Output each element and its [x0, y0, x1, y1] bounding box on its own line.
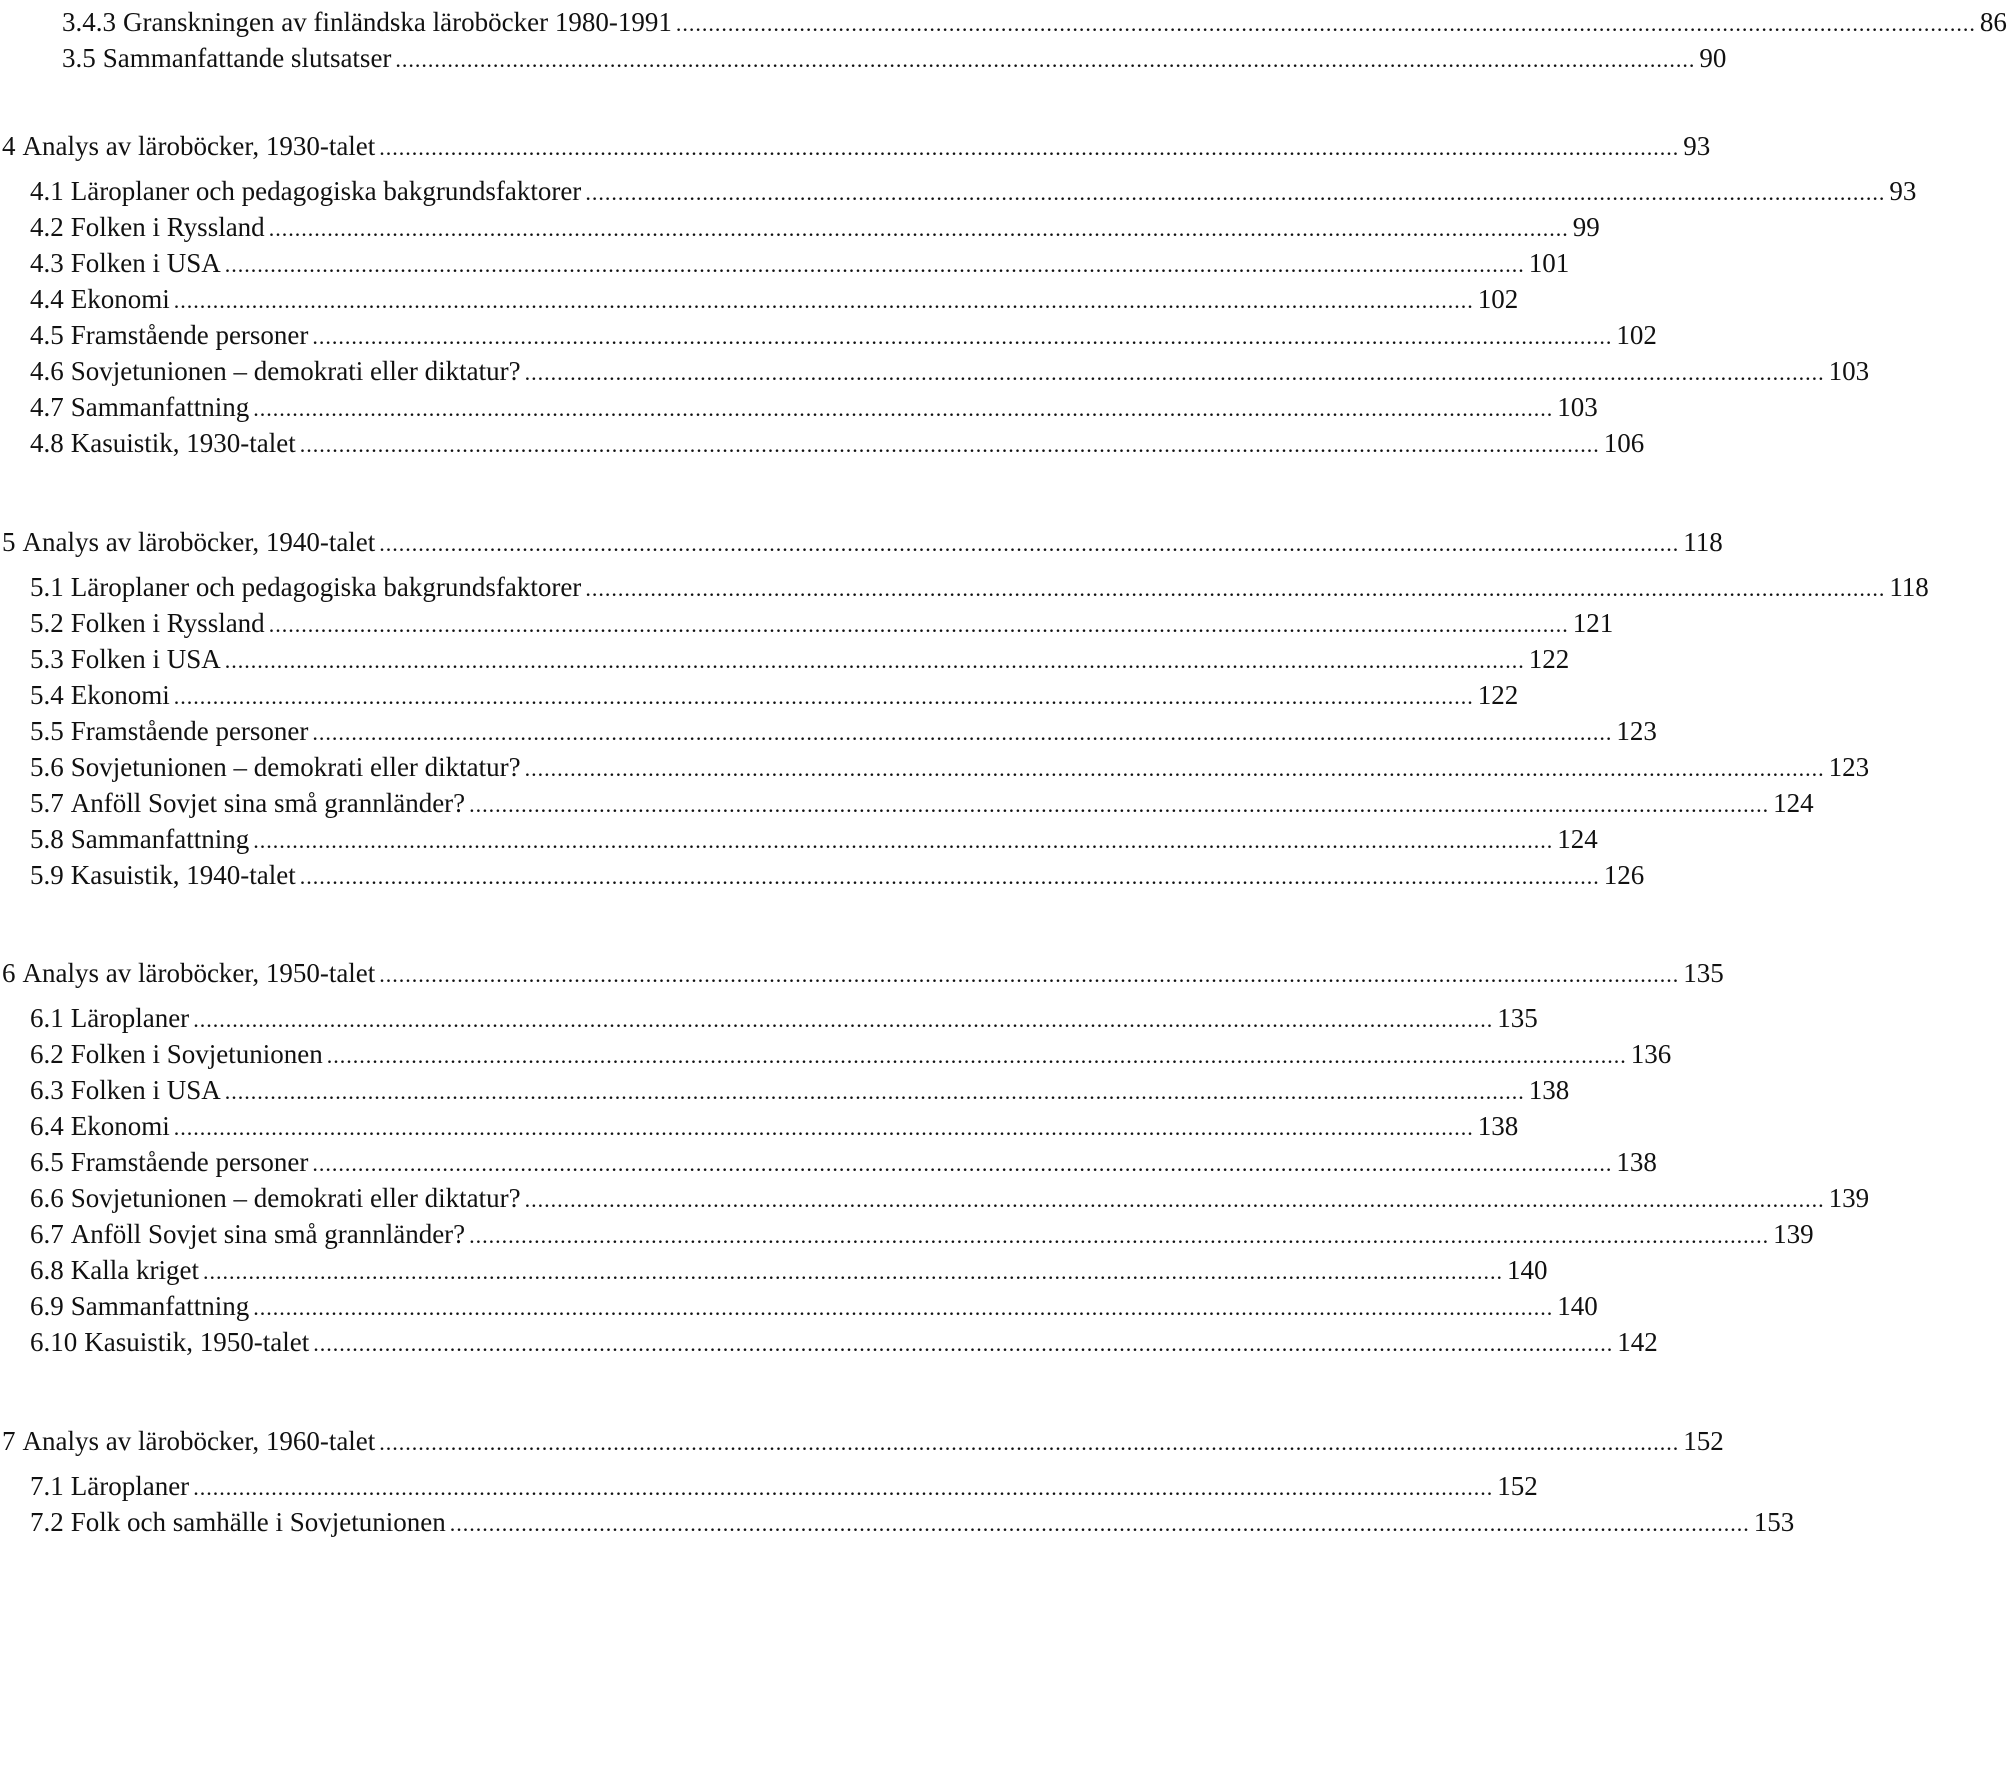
toc-entry[interactable]	[30, 245, 1570, 281]
toc-entry[interactable]	[62, 40, 1727, 76]
toc-entry-title: Anföll Sovjet sina små grannländer?	[70, 1219, 466, 1249]
toc-entry-page-number: 124	[1557, 824, 1598, 854]
dot-leader: ........................................................................................................................................................................................................	[224, 252, 1525, 277]
toc-entry-title: Sovjetunionen – demokrati eller diktatur?	[70, 752, 521, 782]
dot-leader: ........................................................................................................................................................................................................	[268, 216, 1569, 241]
dot-leader: ........................................................................................................................................................................................................	[253, 396, 1554, 421]
toc-entry[interactable]	[30, 425, 1645, 461]
toc-entry-page-number: 126	[1603, 860, 1645, 890]
toc-entry-title: Kasuistik, 1930-talet	[70, 428, 296, 458]
dot-leader: ........................................................................................................................................................................................................	[379, 135, 1680, 160]
dot-leader: ........................................................................................................................................................................................................	[253, 828, 1554, 853]
dot-leader: ........................................................................................................................................................................................................	[202, 1259, 1503, 1284]
toc-entry[interactable]	[30, 821, 1598, 857]
toc-entry[interactable]	[30, 1216, 1814, 1252]
toc-entry-number: 6.4	[30, 1111, 64, 1141]
toc-entry-number: 6.6	[30, 1183, 64, 1213]
toc-entry-number: 3.4.3	[62, 7, 116, 37]
toc-entry[interactable]	[30, 677, 1519, 713]
toc-entry[interactable]	[30, 317, 1657, 353]
toc-entry[interactable]	[30, 353, 1870, 389]
toc-entry-page-number: 121	[1572, 608, 1614, 638]
toc-entry-number: 6.1	[30, 1003, 64, 1033]
toc-entry-title: Kasuistik, 1950-talet	[84, 1327, 310, 1357]
toc-entry-number: 6.9	[30, 1291, 64, 1321]
toc-entry-number: 4.1	[30, 176, 64, 206]
toc-entry-title: Läroplaner och pedagogiska bakgrundsfaktorer	[70, 572, 582, 602]
toc-entry-title: Framstående personer	[70, 1147, 309, 1177]
toc-entry[interactable]	[30, 605, 1614, 641]
toc-entry-title: Sammanfattning	[70, 1291, 250, 1321]
dot-leader: ........................................................................................................................................................................................................	[224, 648, 1525, 673]
toc-entry-page-number: 90	[1699, 43, 1727, 73]
toc-entry-page-number: 142	[1617, 1327, 1658, 1357]
toc-entry-title: Analys av läroböcker, 1930-talet	[22, 131, 376, 161]
toc-entry-title: Granskningen av finländska läroböcker 1980-1991	[123, 7, 672, 37]
toc-entry-page-number: 93	[1683, 131, 1711, 161]
dot-leader: ........................................................................................................................................................................................................	[675, 11, 1976, 36]
toc-entry[interactable]	[2, 524, 1723, 560]
dot-leader: ........................................................................................................................................................................................................	[253, 1295, 1554, 1320]
toc-entry-page-number: 86	[1979, 7, 2007, 37]
dot-leader: ........................................................................................................................................................................................................	[312, 1151, 1613, 1176]
toc-entry-title: Framstående personer	[70, 716, 309, 746]
toc-entry[interactable]	[30, 641, 1570, 677]
toc-entry-number: 4.4	[30, 284, 64, 314]
toc-entry-title: Analys av läroböcker, 1950-talet	[22, 958, 376, 988]
toc-entry-title: Analys av läroböcker, 1960-talet	[22, 1426, 376, 1456]
toc-entry-number: 4.5	[30, 320, 64, 350]
dot-leader: ........................................................................................................................................................................................................	[173, 684, 1474, 709]
toc-entry[interactable]	[30, 1108, 1519, 1144]
toc-entry-number: 4.3	[30, 248, 64, 278]
toc-entry[interactable]	[30, 569, 1929, 605]
toc-entry[interactable]	[30, 1252, 1548, 1288]
toc-entry[interactable]	[30, 1180, 1870, 1216]
toc-entry-page-number: 140	[1557, 1291, 1598, 1321]
dot-leader: ........................................................................................................................................................................................................	[379, 1430, 1680, 1455]
toc-entry-page-number: 101	[1528, 248, 1570, 278]
toc-entry-number: 5.5	[30, 716, 64, 746]
toc-entry-title: Ekonomi	[70, 680, 170, 710]
toc-entry-title: Kalla kriget	[70, 1255, 199, 1285]
toc-entry-page-number: 138	[1477, 1111, 1519, 1141]
toc-entry-number: 6.7	[30, 1219, 64, 1249]
toc-entry-page-number: 122	[1528, 644, 1570, 674]
toc-entry-page-number: 139	[1773, 1219, 1814, 1249]
toc-entry[interactable]	[30, 857, 1645, 893]
toc-entry-title: Folken i USA	[70, 1075, 221, 1105]
dot-leader: ........................................................................................................................................................................................................	[469, 792, 1770, 817]
toc-entry-number: 5	[2, 527, 16, 557]
dot-leader: ........................................................................................................................................................................................................	[268, 612, 1569, 637]
toc-entry-title: Sammanfattning	[70, 824, 250, 854]
dot-leader: ........................................................................................................................................................................................................	[224, 1079, 1525, 1104]
dot-leader: ........................................................................................................................................................................................................	[193, 1007, 1494, 1032]
toc-entry-title: Ekonomi	[70, 1111, 170, 1141]
toc-entry-title: Folken i Ryssland	[70, 608, 265, 638]
toc-entry-page-number: 102	[1616, 320, 1657, 350]
toc-entry-title: Folken i USA	[70, 644, 221, 674]
toc-entry-page-number: 152	[1683, 1426, 1724, 1456]
toc-entry-title: Folken i USA	[70, 248, 221, 278]
dot-leader: ........................................................................................................................................................................................................	[193, 1475, 1494, 1500]
toc-entry-number: 6.2	[30, 1039, 64, 1069]
toc-entry-page-number: 99	[1572, 212, 1600, 242]
toc-entry-number: 7.1	[30, 1471, 64, 1501]
dot-leader: ........................................................................................................................................................................................................	[299, 864, 1600, 889]
toc-entry[interactable]	[30, 281, 1519, 317]
toc-entry-number: 6.8	[30, 1255, 64, 1285]
toc-entry-number: 5.1	[30, 572, 64, 602]
toc-entry[interactable]	[30, 749, 1870, 785]
toc-entry-title: Folken i Sovjetunionen	[70, 1039, 323, 1069]
toc-entry-title: Ekonomi	[70, 284, 170, 314]
toc-entry[interactable]	[30, 1072, 1570, 1108]
toc-entry-page-number: 135	[1683, 958, 1724, 988]
toc-entry-title: Läroplaner	[70, 1471, 190, 1501]
toc-entry-page-number: 123	[1616, 716, 1657, 746]
toc-entry-page-number: 122	[1477, 680, 1519, 710]
toc-entry-page-number: 106	[1603, 428, 1645, 458]
toc-entry-page-number: 102	[1477, 284, 1519, 314]
toc-entry-page-number: 140	[1506, 1255, 1548, 1285]
toc-entry-number: 7	[2, 1426, 16, 1456]
dot-leader: ........................................................................................................................................................................................................	[312, 324, 1613, 349]
toc-entry-page-number: 135	[1497, 1003, 1538, 1033]
toc-entry-page-number: 103	[1828, 356, 1870, 386]
dot-leader: ........................................................................................................................................................................................................	[524, 360, 1825, 385]
toc-entry-number: 5.3	[30, 644, 64, 674]
dot-leader: ........................................................................................................................................................................................................	[379, 962, 1680, 987]
toc-entry[interactable]	[30, 1000, 1538, 1036]
toc-entry-title: Kasuistik, 1940-talet	[70, 860, 296, 890]
toc-entry-number: 5.2	[30, 608, 64, 638]
toc-entry-page-number: 118	[1889, 572, 1929, 602]
dot-leader: ........................................................................................................................................................................................................	[299, 432, 1600, 457]
toc-entry-number: 4	[2, 131, 16, 161]
toc-entry-page-number: 136	[1630, 1039, 1672, 1069]
toc-entry[interactable]	[2, 1423, 1724, 1459]
toc-entry-number: 5.4	[30, 680, 64, 710]
dot-leader: ........................................................................................................................................................................................................	[585, 576, 1886, 601]
toc-entry[interactable]	[62, 4, 2007, 40]
toc-entry-title: Läroplaner och pedagogiska bakgrundsfaktorer	[70, 176, 582, 206]
toc-entry[interactable]	[2, 955, 1724, 991]
toc-entry[interactable]	[2, 128, 1711, 164]
toc-entry-title: Läroplaner	[70, 1003, 190, 1033]
dot-leader: ........................................................................................................................................................................................................	[173, 288, 1474, 313]
toc-entry-number: 5.6	[30, 752, 64, 782]
dot-leader: ........................................................................................................................................................................................................	[524, 1187, 1825, 1212]
dot-leader: ........................................................................................................................................................................................................	[326, 1043, 1627, 1068]
toc-entry[interactable]	[30, 209, 1600, 245]
toc-entry-number: 7.2	[30, 1507, 64, 1537]
dot-leader: ........................................................................................................................................................................................................	[585, 180, 1886, 205]
toc-entry[interactable]	[30, 389, 1598, 425]
toc-entry-title: Sammanfattande slutsatser	[102, 43, 392, 73]
toc-entry-number: 4.7	[30, 392, 64, 422]
toc-entry-number: 6.5	[30, 1147, 64, 1177]
toc-entry-page-number: 103	[1557, 392, 1598, 422]
dot-leader: ........................................................................................................................................................................................................	[379, 531, 1680, 556]
toc-entry-page-number: 153	[1753, 1507, 1795, 1537]
toc-entry-page-number: 152	[1497, 1471, 1538, 1501]
dot-leader: ........................................................................................................................................................................................................	[524, 756, 1825, 781]
dot-leader: ........................................................................................................................................................................................................	[312, 720, 1613, 745]
toc-entry[interactable]	[30, 173, 1917, 209]
toc-entry[interactable]	[30, 1324, 1658, 1360]
toc-entry-page-number: 124	[1773, 788, 1814, 818]
toc-entry-title: Analys av läroböcker, 1940-talet	[22, 527, 376, 557]
toc-entry[interactable]	[30, 1036, 1672, 1072]
toc-entry-number: 4.2	[30, 212, 64, 242]
toc-entry[interactable]	[30, 1288, 1598, 1324]
toc-entry-number: 6.3	[30, 1075, 64, 1105]
dot-leader: ........................................................................................................................................................................................................	[449, 1511, 1750, 1536]
toc-entry-title: Folken i Ryssland	[70, 212, 265, 242]
toc-entry-number: 4.6	[30, 356, 64, 386]
toc-entry-title: Sovjetunionen – demokrati eller diktatur?	[70, 356, 521, 386]
dot-leader: ........................................................................................................................................................................................................	[313, 1331, 1614, 1356]
dot-leader: ........................................................................................................................................................................................................	[173, 1115, 1474, 1140]
toc-entry-page-number: 139	[1828, 1183, 1870, 1213]
toc-entry-title: Folk och samhälle i Sovjetunionen	[70, 1507, 446, 1537]
toc-entry-title: Anföll Sovjet sina små grannländer?	[70, 788, 466, 818]
toc-entry-number: 5.7	[30, 788, 64, 818]
toc-entry-page-number: 93	[1889, 176, 1917, 206]
toc-entry-page-number: 138	[1528, 1075, 1570, 1105]
toc-entry-title: Sammanfattning	[70, 392, 250, 422]
toc-entry-number: 4.8	[30, 428, 64, 458]
toc-entry[interactable]	[30, 785, 1814, 821]
toc-entry-number: 6	[2, 958, 16, 988]
toc-entry-title: Framstående personer	[70, 320, 309, 350]
toc-entry[interactable]	[30, 1504, 1795, 1540]
toc-entry[interactable]	[30, 1144, 1657, 1180]
toc-entry-number: 5.8	[30, 824, 64, 854]
toc-entry-number: 5.9	[30, 860, 64, 890]
toc-entry-page-number: 138	[1616, 1147, 1657, 1177]
toc-entry-page-number: 118	[1683, 527, 1723, 557]
toc-entry-number: 3.5	[62, 43, 96, 73]
dot-leader: ........................................................................................................................................................................................................	[395, 47, 1696, 72]
toc-entry[interactable]	[30, 713, 1657, 749]
toc-entry-number: 6.10	[30, 1327, 78, 1357]
dot-leader: ........................................................................................................................................................................................................	[469, 1223, 1770, 1248]
toc-entry-page-number: 123	[1828, 752, 1870, 782]
toc-entry-title: Sovjetunionen – demokrati eller diktatur?	[70, 1183, 521, 1213]
toc-entry[interactable]	[30, 1468, 1538, 1504]
